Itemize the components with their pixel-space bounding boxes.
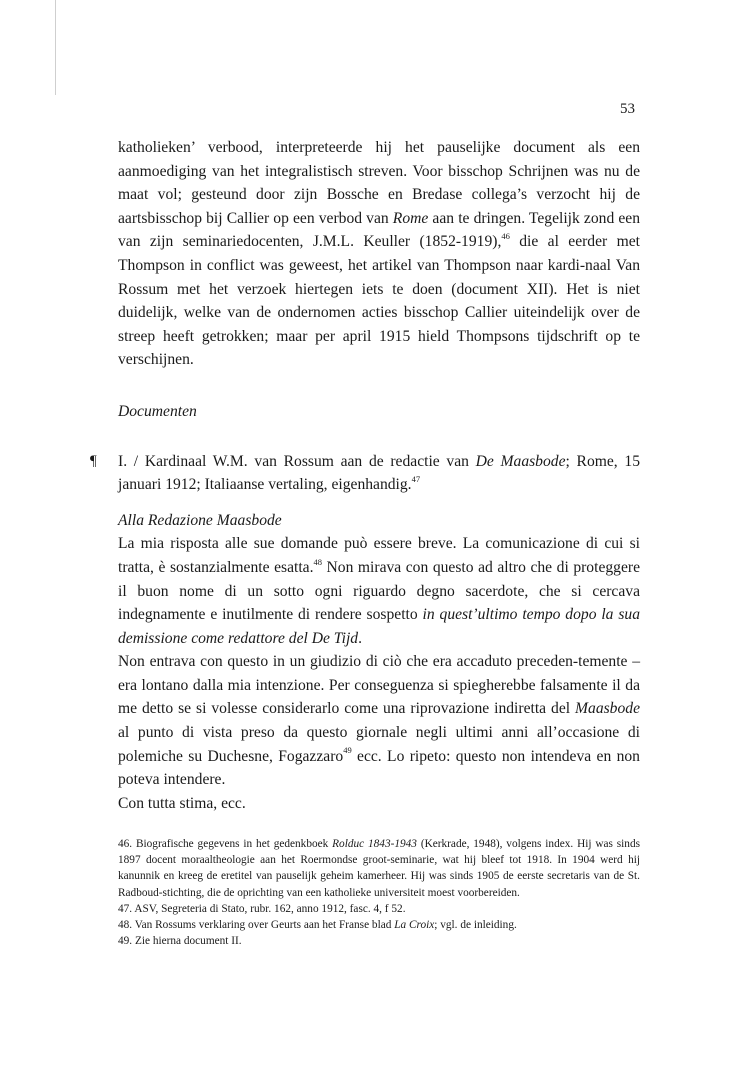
- text-run: Non mirava con questo ad altro che di proteggere il buon nome di un sotto ogni riguardo degno sacerdote, che si cercava indegnamente e inutilmente di rendere sospetto: [118, 558, 640, 624]
- letter-paragraph: [118, 532, 640, 650]
- footnote-46: [118, 836, 640, 901]
- scan-edge-line: [55, 0, 56, 95]
- italic-term: Rolduc 1843-1943: [332, 838, 417, 850]
- footnote-ref: 49: [343, 745, 352, 756]
- italic-term: in quest’ultimo tempo dopo la sua demissione come redattore del De Tijd: [118, 606, 640, 647]
- text-run: (Kerkrade, 1948), volgens index. Hij was sinds 1897 docent moraaltheologie aan het Roermondse groot-seminarie, wat hij bleef tot 1918. In 1904 werd hij kanunnik en kreeg de eretitel van pauselijk geheim kamerheer. Hij was sinds 1905 de eerste secretaris van de St. Radboud-stichting, die de oprichting van een katholieke universiteit moest voorbereiden.: [118, 838, 641, 899]
- footnote-47: 47. ASV, Segreteria di Stato, rubr. 162, anno 1912, fasc. 4, f 52.: [118, 902, 406, 915]
- text-run: 46. Biografische gegevens in het gedenkboek: [118, 838, 333, 850]
- text-run: aan te dringen. Tegelijk zond een van zijn seminariedocenten, J.M.L. Keuller (1852-1919),: [118, 209, 640, 251]
- footnote-48: [118, 917, 640, 933]
- text-run: 48. Van Rossums verklaring over Geurts aan het Franse blad: [118, 919, 395, 932]
- text-run: La mia risposta alle sue domande può essere breve. La comunicazione di cui si tratta, è sostanzialmente esatta.: [118, 535, 640, 576]
- text-run: katholieken’ verbood, interpreteerde hij het pauselijke document als een aanmoediging van het integralistisch streven. Voor bisschop Schrijnen was nu de maat vol; gesteund door zijn Bossche en Bredase collega’s verzocht hij de aartsbisschop bij Callier op een verbod van: [118, 139, 640, 227]
- letter-closing: Con tutta stima, ecc.: [118, 794, 246, 812]
- text-run: al punto di vista preso da questo giornale negli ultimi anni all’occasione di polemiche su Duchesne, Fogazzaro: [118, 724, 640, 765]
- italic-term: Maasbode: [575, 700, 640, 718]
- italic-term: Rome: [392, 209, 429, 227]
- page-number: 53: [620, 101, 635, 117]
- main-text: [90, 136, 640, 815]
- letter-paragraph: [118, 650, 640, 792]
- text-run: ecc. Lo ripeto: questo non intendeva en non poteva intendere.: [118, 747, 640, 789]
- italic-term: De Maasbode: [475, 452, 566, 470]
- letter-salutation: Alla Redazione Maasbode: [118, 511, 282, 529]
- text-run: .: [358, 629, 362, 647]
- document-entry: [90, 450, 640, 497]
- paragraph: [118, 136, 640, 372]
- pilcrow-icon: ¶: [90, 452, 97, 469]
- text-run: ; vgl. de inleiding.: [434, 919, 517, 932]
- section-heading: Documenten: [118, 402, 197, 420]
- text-run: die al eerder met Thompson in conflict was geweest, het artikel van Thompson naar kardi-naal Van Rossum met het verzoek hiertegen iets te doen (document XII). Het is niet duidelijk, welke van de ondernomen acties bisschop Callier uiteindelijk over de streep heeft getrokken; maar per april 1915 hield Thompsons tijdschrift op te verschijnen.: [118, 233, 640, 369]
- footnote-49: 49. Zie hierna document II.: [118, 935, 242, 948]
- footnote-ref: 46: [501, 231, 510, 242]
- footnotes: [118, 836, 640, 949]
- footnote-ref: 47: [411, 473, 421, 484]
- text-run: I. / Kardinaal W.M. van Rossum aan de redactie van: [118, 452, 476, 470]
- footnote-ref: 48: [313, 556, 322, 567]
- text-run: Non entrava con questo in un giudizio di ciò che era accaduto preceden-temente – era lontano dalla mia intenzione. Per conseguenza si spiegherebbe falsamente il da me detto se si volesse considerarlo come una riprovazione indiretta del: [118, 653, 640, 718]
- italic-term: La Croix: [394, 919, 435, 932]
- text-run: ; Rome, 15 januari 1912; Italiaanse vertaling, eigenhandig.: [118, 452, 640, 494]
